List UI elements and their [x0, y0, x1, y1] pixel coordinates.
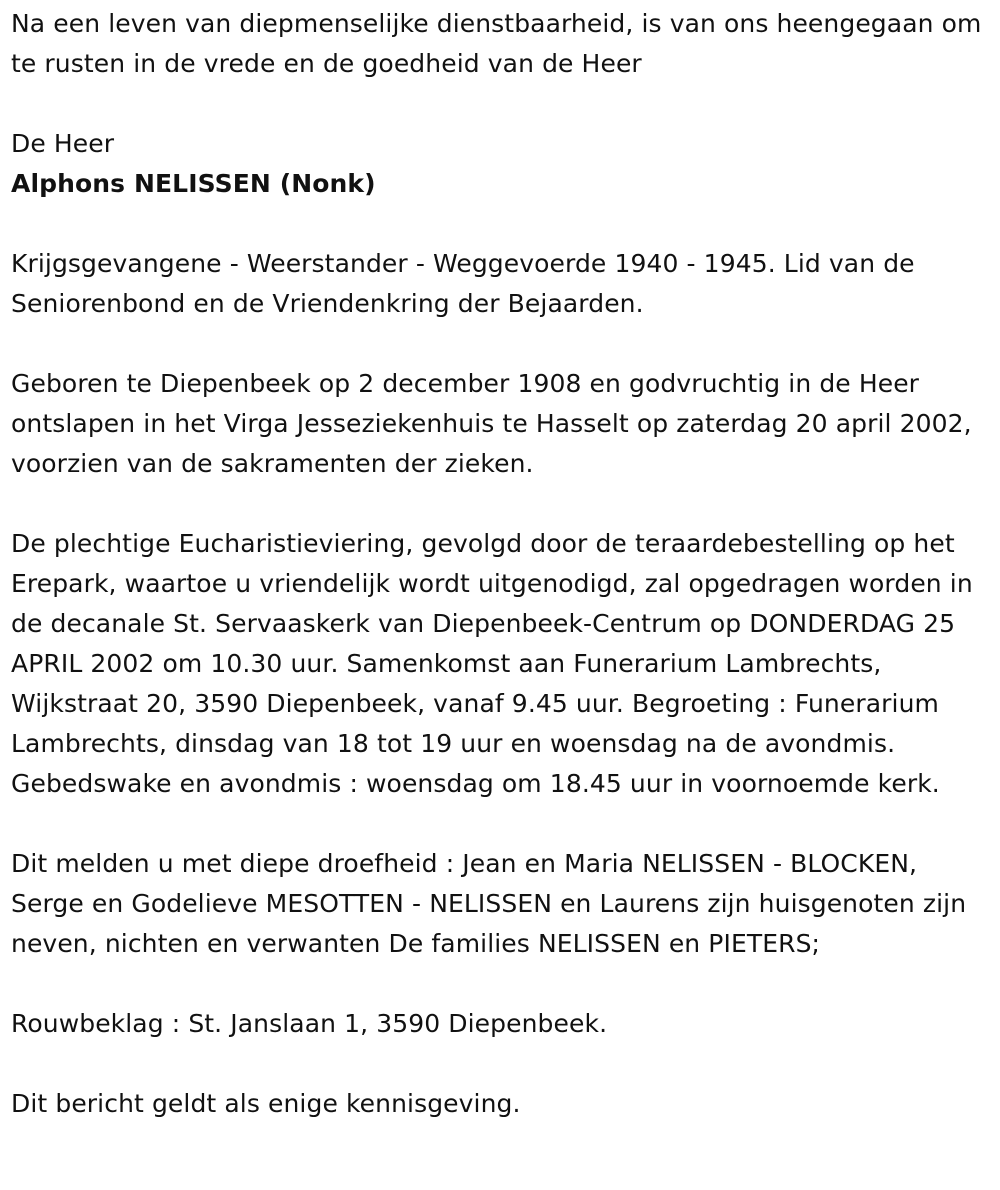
intro-paragraph: Na een leven van diepmenselijke dienstbaarheid, is van ons heengegaan om te rusten in de vrede en de goedheid van de Heer	[11, 9, 982, 78]
closing-line: Dit bericht geldt als enige kennisgeving.	[11, 1089, 521, 1118]
condolence-address: Rouwbeklag : St. Janslaan 1, 3590 Diepenbeek.	[11, 1009, 608, 1038]
deceased-name: Alphons NELISSEN (Nonk)	[11, 169, 376, 198]
obituary-notice	[11, 4, 986, 1124]
life-paragraph: Geboren te Diepenbeek op 2 december 1908 en godvruchtig in de Heer ontslapen in het Virga Jesseziekenhuis te Hasselt op zaterdag 20 april 2002, voorzien van de sakramenten der zieken.	[11, 369, 972, 478]
affiliations-paragraph: Krijgsgevangene - Weerstander - Weggevoerde 1940 - 1945. Lid van de Seniorenbond en de Vriendenkring der Bejaarden.	[11, 249, 915, 318]
ceremony-paragraph: De plechtige Eucharistieviering, gevolgd door de teraardebestelling op het Erepark, waartoe u vriendelijk wordt uitgenodigd, zal opgedragen worden in de decanale St. Servaaskerk van Diepenbeek-Centrum op DONDERDAG 25 APRIL 2002 om 10.30 uur. Samenkomst aan Funerarium Lambrechts, Wijkstraat 20, 3590 Diepenbeek, vanaf 9.45 uur. Begroeting : Funerarium Lambrechts, dinsdag van 18 tot 19 uur en woensdag na de avondmis. Gebedswake en avondmis : woensdag om 18.45 uur in voornoemde kerk.	[11, 529, 973, 798]
family-paragraph: Dit melden u met diepe droefheid : Jean en Maria NELISSEN - BLOCKEN, Serge en Godelieve MESOTTEN - NELISSEN en Laurens zijn huisgenoten zijn neven, nichten en verwanten De families NELISSEN en PIETERS;	[11, 849, 967, 958]
salutation: De Heer	[11, 129, 115, 158]
